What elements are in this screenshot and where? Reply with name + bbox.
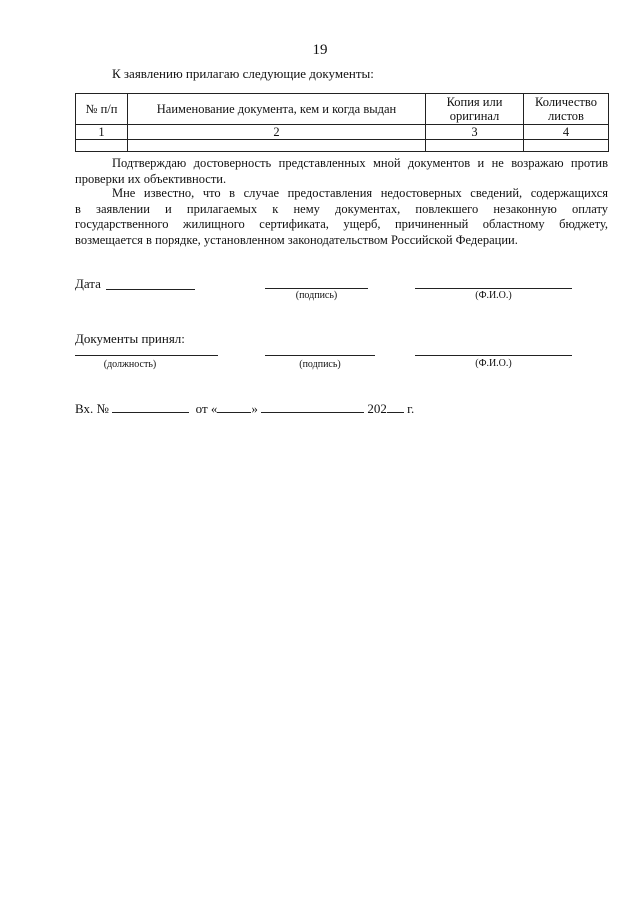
paragraph-line: в заявлении и прилагаемых к нему документах, повлекшего незаконную оплату — [75, 201, 608, 216]
confirmation-paragraph — [75, 156, 608, 187]
paragraph-line: возмещается в порядке, установленном законодательством Российской Федерации. — [75, 232, 518, 247]
position-field-line[interactable] — [75, 355, 218, 356]
table-cell: 3 — [426, 125, 524, 140]
signature-field-line[interactable] — [265, 288, 368, 289]
table-cell: 1 — [76, 125, 128, 140]
incoming-number-row — [75, 401, 414, 417]
position-caption: (должность) — [103, 359, 157, 370]
incoming-close-quote: » — [251, 401, 258, 416]
table-cell — [426, 140, 524, 152]
page-number: 19 — [312, 42, 328, 58]
full-name-field-line[interactable] — [415, 288, 572, 289]
date-label: Дата — [75, 276, 101, 291]
accepted-signature-caption: (подпись) — [299, 359, 341, 370]
paragraph-line: Мне известно, что в случае предоставления недостоверных сведений, содержащихся — [112, 186, 608, 200]
incoming-year-field-line[interactable] — [387, 401, 404, 413]
incoming-day-field-line[interactable] — [217, 401, 251, 413]
accepted-full-name-caption: (Ф.И.О.) — [475, 358, 512, 369]
incoming-from: от « — [195, 401, 218, 416]
table-cell: 2 — [128, 125, 426, 140]
header-cell-number — [76, 94, 128, 125]
accepted-signature-field-line[interactable] — [265, 355, 375, 356]
documents-accepted-label: Документы принял: — [75, 331, 185, 346]
table-cell: 4 — [524, 125, 609, 140]
header-cell-copy-or-original — [426, 94, 524, 125]
date-field-line[interactable] — [106, 289, 195, 290]
table-cell — [524, 140, 609, 152]
header-cell-document-name — [128, 94, 426, 125]
incoming-month-field-line[interactable] — [261, 401, 364, 413]
table-column-number-row — [76, 125, 609, 140]
table-cell — [76, 140, 128, 152]
table-cell — [128, 140, 426, 152]
header-cell-sheet-count — [524, 94, 609, 125]
header-label: Наименование документа, кем и когда выдан — [156, 102, 397, 116]
liability-paragraph — [75, 186, 608, 248]
header-label: № п/п — [85, 102, 118, 116]
paragraph-line: государственного жилищного сертификата, ущерб, причиненный областному бюджету, — [75, 217, 608, 231]
documents-table — [75, 93, 609, 152]
full-name-caption: (Ф.И.О.) — [475, 290, 512, 301]
header-label: оригинал — [449, 109, 500, 123]
table-empty-row — [76, 140, 609, 152]
signature-caption: (подпись) — [295, 290, 338, 301]
incoming-year-suffix: г. — [407, 401, 415, 416]
header-label: листов — [548, 109, 584, 123]
paragraph-line: Подтверждаю достоверность представленных мной документов и не возражаю против — [112, 156, 608, 170]
paragraph-line: проверки их объективности. — [75, 171, 227, 186]
incoming-number-field-line[interactable] — [112, 401, 189, 413]
incoming-prefix: Вх. № — [75, 401, 109, 416]
incoming-year-prefix: 202 — [367, 401, 387, 416]
accepted-full-name-field-line[interactable] — [415, 355, 572, 356]
header-label: Количество — [535, 95, 597, 109]
header-label: Копия или — [446, 95, 503, 109]
table-header-row — [76, 94, 609, 125]
intro-text: К заявлению прилагаю следующие документы: — [112, 66, 374, 81]
